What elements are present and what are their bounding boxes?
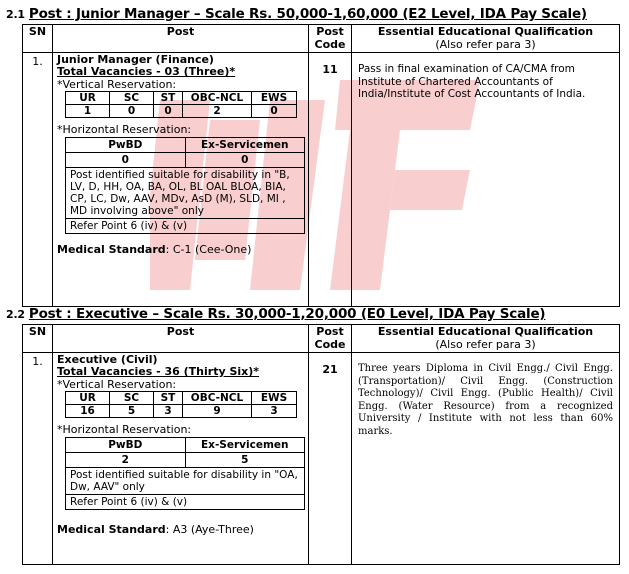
post-cell bbox=[53, 353, 309, 565]
vr-value: 3 bbox=[154, 405, 183, 418]
header-post: Post bbox=[53, 325, 309, 353]
vr-value: 0 bbox=[154, 105, 183, 118]
header-qualification bbox=[352, 325, 620, 353]
hr-header: Ex-Servicemen bbox=[185, 438, 305, 453]
vr-value: 5 bbox=[110, 405, 154, 418]
section-title bbox=[6, 306, 545, 322]
medical-standard bbox=[57, 244, 304, 256]
qualification: Pass in final examination of CA/CMA from Institute of Chartered Accountants of India/Institute of Cost Accountants of India. bbox=[352, 53, 620, 307]
vr-value: 3 bbox=[252, 405, 297, 418]
post-code: 11 bbox=[309, 53, 352, 307]
vr-header: ST bbox=[154, 392, 183, 405]
header-qualification-label: Essential Educational Qualification bbox=[377, 325, 594, 338]
post-title: Junior Manager (Finance) bbox=[57, 53, 214, 66]
vr-value: 2 bbox=[183, 105, 252, 118]
vertical-reservation-label: *Vertical Reservation: bbox=[57, 78, 177, 91]
vr-value: 0 bbox=[110, 105, 154, 118]
disability-note: Post identified suitable for disability in "OA, Dw, AAV" only bbox=[66, 468, 305, 495]
post-cell bbox=[53, 53, 309, 307]
post-code: 21 bbox=[309, 353, 352, 565]
total-vacancies: Total Vacancies - 36 (Thirty Six)* bbox=[57, 365, 260, 378]
vr-header: OBC-NCL bbox=[183, 92, 252, 105]
section-title bbox=[6, 6, 587, 22]
header-post: Post bbox=[53, 25, 309, 53]
vr-value: 1 bbox=[66, 105, 110, 118]
hr-value: 2 bbox=[66, 453, 186, 468]
vr-header: OBC-NCL bbox=[183, 392, 252, 405]
post-table bbox=[22, 24, 620, 307]
disability-note: Post identified suitable for disability in "B, LV, D, HH, OA, BA, OL, BL OAL BLOA, BIA, CP, LC, Dw, AAV, MDv, AsD (M), SLD, MI , MD involving above" only bbox=[66, 168, 305, 219]
header-qualification-label: Essential Educational Qualification bbox=[377, 25, 594, 38]
medical-standard-value: : C-1 (Cee-One) bbox=[165, 243, 252, 256]
header-qualification-sub: (Also refer para 3) bbox=[435, 38, 536, 51]
vr-value: 0 bbox=[252, 105, 297, 118]
header-qualification bbox=[352, 25, 620, 53]
section-heading: Post : Executive – Scale Rs. 30,000-1,20,000 (E0 Level, IDA Pay Scale) bbox=[28, 306, 546, 322]
hr-header: PwBD bbox=[66, 138, 186, 153]
horizontal-reservation-label: *Horizontal Reservation: bbox=[57, 123, 192, 136]
hr-header: Ex-Servicemen bbox=[185, 138, 305, 153]
horizontal-reservation-label: *Horizontal Reservation: bbox=[57, 423, 192, 436]
vr-header: ST bbox=[154, 92, 183, 105]
vertical-reservation-table bbox=[65, 391, 297, 418]
header-post-code: Post Code bbox=[309, 325, 352, 353]
medical-standard bbox=[57, 524, 304, 536]
header-sn: SN bbox=[23, 325, 53, 353]
vr-header: EWS bbox=[252, 392, 297, 405]
refer-point: Refer Point 6 (iv) & (v) bbox=[66, 495, 305, 510]
post-title: Executive (Civil) bbox=[57, 353, 158, 366]
section-heading: Post : Junior Manager – Scale Rs. 50,000-1,60,000 (E2 Level, IDA Pay Scale) bbox=[28, 6, 587, 22]
medical-standard-label: Medical Standard bbox=[57, 243, 166, 256]
vr-value: 16 bbox=[66, 405, 110, 418]
hr-value: 5 bbox=[185, 453, 305, 468]
refer-point: Refer Point 6 (iv) & (v) bbox=[66, 219, 305, 234]
section-number: 2.2 bbox=[6, 308, 25, 321]
vr-header: UR bbox=[66, 92, 110, 105]
qualification: Three years Diploma in Civil Engg./ Civil Engg. (Transportation)/ Civil Engg. (Construction Technology)/ Civil Engg. (Public Health)/ Civil Engg. (Water Resource) from a recognized University / Institute with not less than 60% marks. bbox=[352, 353, 620, 565]
vr-header: UR bbox=[66, 392, 110, 405]
total-vacancies: Total Vacancies - 03 (Three)* bbox=[57, 65, 236, 78]
hr-value: 0 bbox=[185, 153, 305, 168]
vr-value: 9 bbox=[183, 405, 252, 418]
vr-header: EWS bbox=[252, 92, 297, 105]
header-post-code: Post Code bbox=[309, 25, 352, 53]
hr-header: PwBD bbox=[66, 438, 186, 453]
vertical-reservation-table bbox=[65, 91, 297, 118]
row-sn: 1. bbox=[23, 353, 53, 565]
header-sn: SN bbox=[23, 25, 53, 53]
vr-header: SC bbox=[110, 92, 154, 105]
header-qualification-sub: (Also refer para 3) bbox=[435, 338, 536, 351]
section-number: 2.1 bbox=[6, 8, 25, 21]
post-table bbox=[22, 324, 620, 565]
medical-standard-value: : A3 (Aye-Three) bbox=[165, 523, 254, 536]
row-sn: 1. bbox=[23, 53, 53, 307]
vertical-reservation-label: *Vertical Reservation: bbox=[57, 378, 177, 391]
vr-header: SC bbox=[110, 392, 154, 405]
horizontal-reservation-table bbox=[65, 137, 305, 234]
medical-standard-label: Medical Standard bbox=[57, 523, 166, 536]
horizontal-reservation-table bbox=[65, 437, 305, 510]
hr-value: 0 bbox=[66, 153, 186, 168]
